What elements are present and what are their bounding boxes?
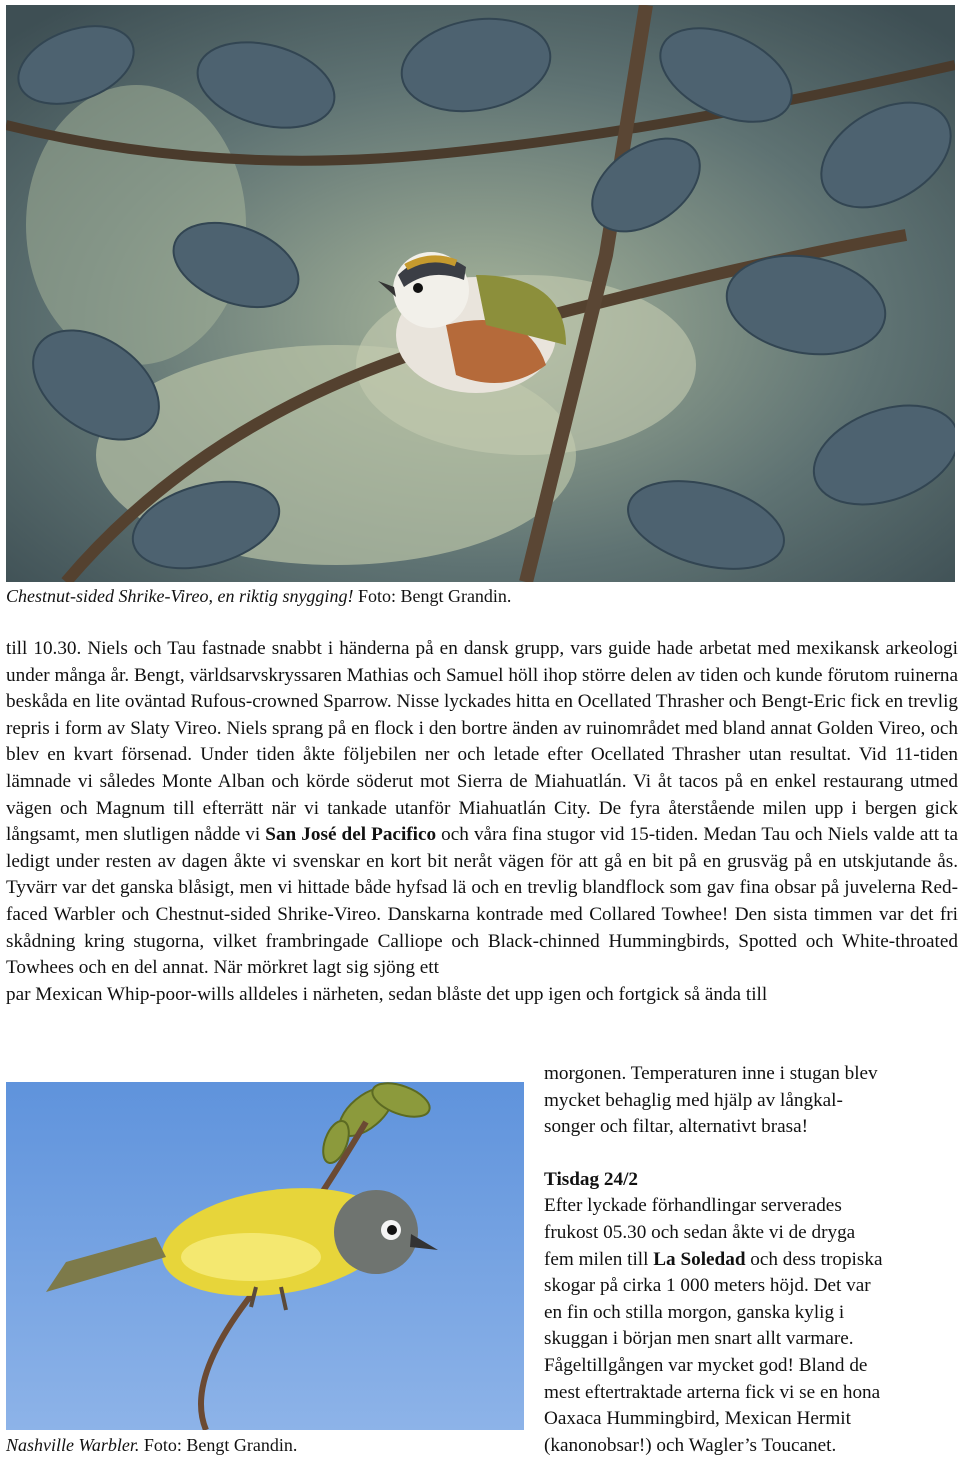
paragraph-part-2: och våra fina stugor vid 15-tiden. Medan Tau och Niels valde att ta ledigt under resten av dagen åkte vi svenskar en kort bit neråt vägen för att gå en bit på en grusväg på en utskjutande ås. Tyvärr var det ganska blåsigt, men vi hittade både hyfsad lä och en trevlig blandflock som gav fina obsar på juvelerna Red-faced Warbler och Chestnut-sided Shrike-Vireo. Danskarna kontrade med Collared Towhee! Den sista timmen var det fri skådning kring stugorna, vilket frambringade Calliope och Black-chinned Hummingbirds, Spotted och White-throated Towhees och en del annat. När mörkret lagt sig sjöng ett [6,824,958,979]
place-san-jose: San José del Pacifico [265,824,437,846]
side-cont-line: songer och filtar, alternativt brasa! [544,1116,809,1138]
side-line: Efter lyckade förhandlingar serverades [544,1195,842,1217]
photo-caption-top [6,585,511,607]
photo-nashville-warbler [6,1082,524,1430]
side-line: frukost 05.30 och sedan åkte vi de dryga [544,1221,856,1243]
place-la-soledad: La Soledad [653,1248,746,1270]
side-line: (kanonobsar!) och Wagler’s Toucanet. [544,1434,837,1456]
article-body [6,636,958,1008]
shrike-vireo-illustration [6,5,955,582]
paragraph-part-1: till 10.30. Niels och Tau fastnade snabbt i händerna på en dansk grupp, vars guide hade arbetat med mexikansk arkeologi under många år. Bengt, världsarvskryssaren Mathias och Samuel höll ihop större delen av tiden och kunde förutom ruinerna beskåda en lite oväntad Rufous-crowned Sparrow. Nisse lyckades hitta en Ocellated Thrasher och Bengt-Eric fick en trevlig repris i form av Slaty Vireo. Niels sprang på en flock i den bortre änden av ruinområdet med bland annat Golden Vireo, och blev en kvart försenad. Under tiden åkte följebilen ner och letade efter Ocellated Thrasher utan resultat. Vid 11-tiden lämnade vi således Monte Alban och körde söderut mot Sierra de Miahuatlán. Vi åt tacos på en enkel restaurang utmed vägen och Magnum till efterrätt när vi tankade utanför Miahuatlán City. De fyra återstående milen upp i bergen gick långsamt, men slutligen nådde vi [6,638,958,846]
article-side-column [544,1061,960,1459]
caption-species: Chestnut-sided Shrike-Vireo, en riktig snygging! [6,586,354,606]
side-cont-line: mycket behaglig med hjälp av långkal- [544,1089,843,1111]
side-line: skogar på cirka 1 000 meters höjd. Det var [544,1275,871,1297]
side-line: mest eftertraktade arterna fick vi se en hona [544,1381,881,1403]
paragraph-last-line: par Mexican Whip-poor-wills alldeles i närheten, sedan blåste det upp igen och fortgick så ända till [6,983,768,1005]
side-line: skuggan i början men snart allt varmare. [544,1328,854,1350]
day-heading: Tisdag 24/2 [544,1168,639,1190]
side-line: fem milen till La Soledad och dess tropiska [544,1248,883,1270]
side-cont-line: morgonen. Temperaturen inne i stugan blev [544,1063,878,1084]
caption-credit: Foto: Bengt Grandin. [353,586,512,606]
photo-chestnut-sided-shrike-vireo [6,5,955,582]
side-line: Oaxaca Hummingbird, Mexican Hermit [544,1408,851,1430]
photo-caption-bottom [6,1434,297,1456]
side-line: Fågeltillgången var mycket god! Bland de [544,1354,868,1376]
caption-credit: Foto: Bengt Grandin. [139,1435,298,1455]
nashville-warbler-illustration [6,1082,524,1430]
side-line: en fin och stilla morgon, ganska kylig i [544,1301,845,1323]
caption-species: Nashville Warbler. [6,1435,140,1455]
